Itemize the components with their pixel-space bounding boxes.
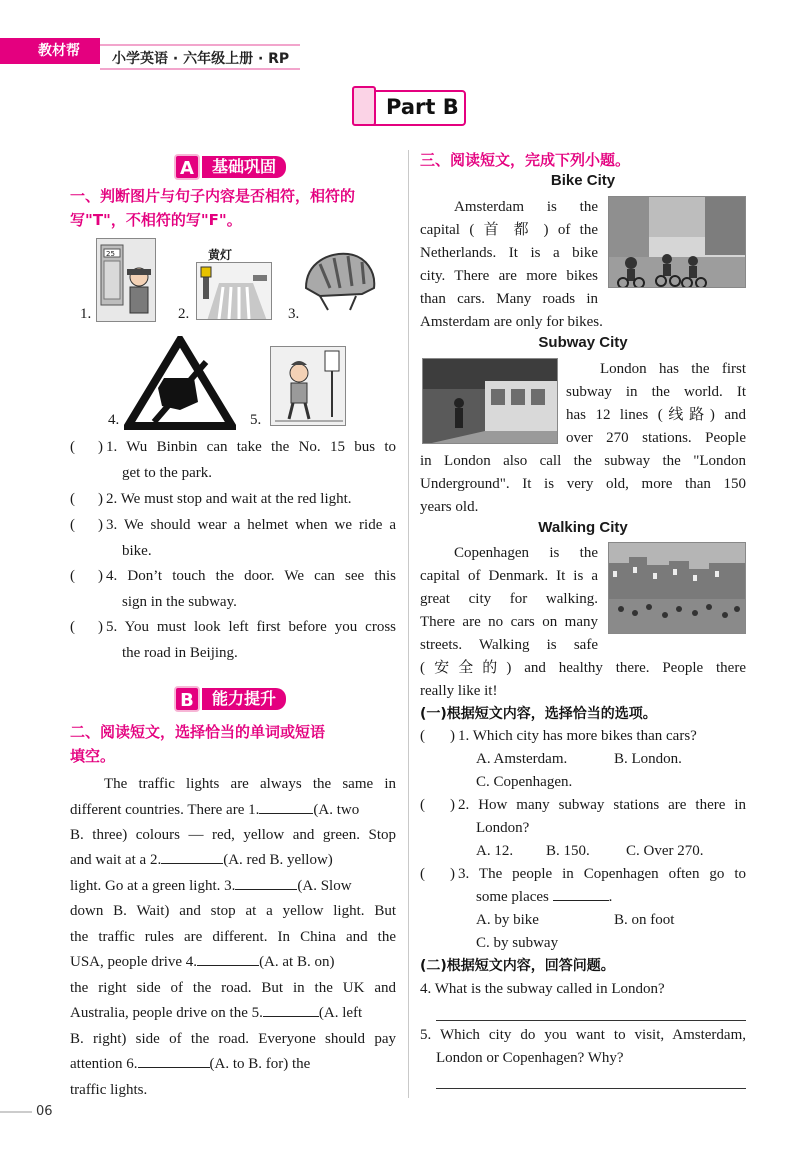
passage-line-3: B. three) colours — red, yellow and green. Stop	[70, 827, 396, 843]
sub2-title: (二)根据短文内容，回答问题。	[420, 958, 615, 974]
q1-item-3: 3. We should wear a helmet when we ride a	[106, 517, 396, 533]
walking-line-1: Copenhagen is the	[454, 545, 598, 561]
mc3-question: 3. The people in Copenhagen often go to	[458, 866, 746, 882]
passage-line-12: attention 6. (A. to B. for) the	[70, 1053, 310, 1076]
open-q5: 5. Which city do you want to visit, Amsterdam,	[420, 1027, 746, 1043]
q1-item-4-cont: sign in the subway.	[122, 594, 237, 610]
badge-b-letter: B	[174, 686, 200, 712]
open-q5-cont: London or Copenhagen? Why?	[436, 1050, 624, 1066]
passage-line-7: the traffic rules are different. In China and the	[70, 929, 396, 945]
subway-line-2: subway in the world. It	[566, 384, 746, 400]
q1-item-3-cont: bike.	[122, 543, 152, 559]
bike-line-5: than cars. Many roads in	[420, 291, 598, 307]
bike-line-6: Amsterdam are only for bikes.	[420, 314, 603, 330]
walking-line-6: (安全的) and healthy there. People there	[420, 660, 746, 676]
q2-title-line1: 二、阅读短文，选择恰当的单词或短语	[70, 723, 326, 741]
passage-line-11: B. right) side of the road. Everyone should pay	[70, 1031, 396, 1047]
mc1-question: 1. Which city has more bikes than cars?	[458, 728, 697, 744]
badge-b-label: 能力提升	[202, 688, 286, 710]
mc3-close: )	[450, 866, 455, 882]
blank-6[interactable]	[138, 1053, 210, 1068]
mc3-question-cont: some places .	[476, 886, 612, 909]
q1-item-2-close: )	[98, 491, 103, 507]
mc3-option-b[interactable]: B. on foot	[614, 912, 675, 928]
do-not-touch-sign-icon	[124, 336, 236, 430]
pic-label-1: 1.	[80, 306, 92, 322]
q2-title-line2: 填空。	[70, 747, 116, 765]
book-icon	[352, 86, 376, 126]
header-tab: 教材帮	[0, 38, 100, 64]
passage-line-5: light. Go at a green light. 3. (A. Slow	[70, 875, 352, 898]
walking-line-4: There are no cars on many	[420, 614, 598, 630]
walking-line-7: really like it!	[420, 683, 498, 699]
boy-crossing-picture	[270, 346, 346, 426]
blank-1[interactable]	[259, 799, 313, 814]
mc2-close: )	[450, 797, 455, 813]
bike-city-photo	[608, 196, 746, 288]
q1-item-5-close: )	[98, 619, 103, 635]
q1-item-1-paren: (	[70, 439, 75, 455]
blank-5[interactable]	[263, 1002, 319, 1017]
blank-2[interactable]	[161, 849, 223, 864]
q1-title-line1: 一、判断图片与句子内容是否相符，相符的	[70, 187, 356, 205]
bike-line-2: capital ( 首 都 ) of the	[420, 222, 598, 238]
open-q4: 4. What is the subway called in London?	[420, 981, 665, 997]
blank-3[interactable]	[235, 875, 297, 890]
crossing-picture	[196, 262, 272, 320]
walking-city-title: Walking City	[538, 519, 628, 536]
q1-item-1: 1. Wu Binbin can take the No. 15 bus to	[106, 439, 396, 455]
subway-line-4: over 270 stations. People	[566, 430, 746, 446]
bike-line-1: Amsterdam is the	[454, 199, 598, 215]
q1-item-2-paren: (	[70, 491, 75, 507]
mc2-paren: (	[420, 797, 425, 813]
mc1-close: )	[450, 728, 455, 744]
mc2-option-c[interactable]: C. Over 270.	[626, 843, 704, 859]
bike-line-3: Netherlands. It is a bike	[420, 245, 598, 261]
subway-line-1: London has the first	[600, 361, 746, 377]
sub1-title: (一)根据短文内容，选择恰当的选项。	[420, 706, 657, 722]
passage-line-10: Australia, people drive on the 5. (A. left	[70, 1002, 362, 1025]
subway-line-3: has 12 lines (线路) and	[566, 407, 746, 423]
q1-item-5: 5. You must look left first before you cross	[106, 619, 396, 635]
pic-label-2: 2.	[178, 306, 190, 322]
walking-line-3: great city for walking.	[420, 591, 598, 607]
q1-item-4: 4. Don’t touch the door. We can see this	[106, 568, 396, 584]
badge-a-label: 基础巩固	[202, 156, 286, 178]
bus-sign-number: 25	[106, 250, 115, 258]
passage-line-4: and wait at a 2. (A. red B. yellow)	[70, 849, 333, 872]
part-title: Part B	[386, 95, 459, 119]
pic-label-3: 3.	[288, 306, 300, 322]
q1-item-2: 2. We must stop and wait at the red light.	[106, 491, 352, 507]
passage-line-2: different countries. There are 1. (A. two	[70, 799, 359, 822]
blank-4[interactable]	[197, 951, 259, 966]
mc2-option-a[interactable]: A. 12.	[476, 843, 514, 859]
mc3-blank[interactable]	[553, 886, 609, 901]
q1-title-line2: 写"T"，不相符的写"F"。	[70, 211, 242, 229]
subway-line-7: years old.	[420, 499, 479, 515]
mc1-option-a[interactable]: A. Amsterdam.	[476, 751, 568, 767]
walking-line-2: capital of Denmark. It is a	[420, 568, 598, 584]
mc2-question: 2. How many subway stations are there in	[458, 797, 746, 813]
mc1-paren: (	[420, 728, 425, 744]
mc3-option-a[interactable]: A. by bike	[476, 912, 539, 928]
pic-label-4: 4.	[108, 412, 120, 428]
passage-line-8: USA, people drive 4. (A. at B. on)	[70, 951, 334, 974]
q1-item-5-paren: (	[70, 619, 75, 635]
passage-line-6: down B. Wait) and stop at a yellow light. But	[70, 903, 396, 919]
mc3-option-c[interactable]: C. by subway	[476, 935, 559, 951]
bike-city-title: Bike City	[550, 172, 616, 189]
page-number: 06	[36, 1104, 53, 1119]
q1-item-3-paren: (	[70, 517, 75, 533]
column-divider	[408, 150, 409, 1098]
q1-item-1-cont: get to the park.	[122, 465, 212, 481]
passage-line-9: the right side of the road. But in the UK and	[70, 980, 396, 996]
passage-line-1: The traffic lights are always the same in	[104, 776, 396, 792]
walking-city-photo	[608, 542, 746, 634]
helmet-icon	[300, 248, 380, 312]
q1-item-4-paren: (	[70, 568, 75, 584]
part-title-box	[356, 90, 466, 126]
q1-item-1-close: )	[98, 439, 103, 455]
mc2-option-b[interactable]: B. 150.	[546, 843, 590, 859]
walking-line-5: streets. Walking is safe	[420, 637, 598, 653]
footer-dash	[0, 1111, 32, 1113]
pic-label-5: 5.	[250, 412, 262, 428]
header-subtitle: 小学英语 · 六年级上册 · RP	[112, 51, 290, 67]
mc3-paren: (	[420, 866, 425, 882]
q3-title: 三、阅读短文，完成下列小题。	[420, 151, 631, 169]
subway-line-5: in London also call the subway the "London	[420, 453, 746, 469]
open-q5-answer-line[interactable]	[436, 1088, 746, 1089]
passage-line-13: traffic lights.	[70, 1082, 148, 1098]
open-q4-answer-line[interactable]	[436, 1020, 746, 1021]
yellow-light-caption: 黄灯	[208, 248, 233, 262]
q1-item-4-close: )	[98, 568, 103, 584]
badge-a-letter: A	[174, 154, 200, 180]
mc1-option-c[interactable]: C. Copenhagen.	[476, 774, 573, 790]
subway-city-photo	[422, 358, 558, 444]
q1-item-3-close: )	[98, 517, 103, 533]
bus-stop-picture	[96, 238, 156, 322]
mc2-question-cont: London?	[476, 820, 530, 836]
mc1-option-b[interactable]: B. London.	[614, 751, 682, 767]
bike-line-4: city. There are more bikes	[420, 268, 598, 284]
subway-city-title: Subway City	[538, 334, 628, 351]
subway-line-6: Underground". It is very old, more than 150	[420, 476, 746, 492]
q1-item-5-cont: the road in Beijing.	[122, 645, 238, 661]
